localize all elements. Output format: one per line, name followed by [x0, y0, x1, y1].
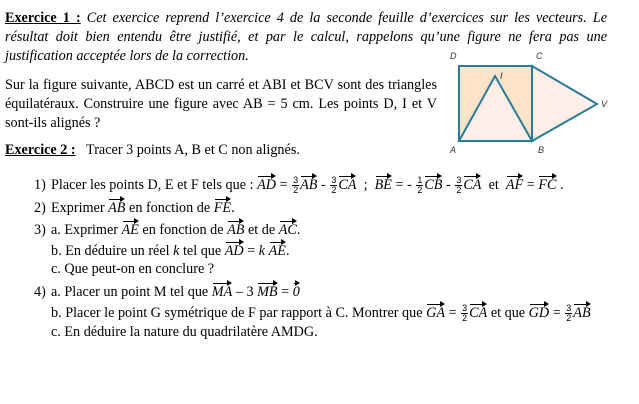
text: c. En déduire la nature du quadrilatère AMDG. [51, 324, 318, 340]
text: = [549, 305, 565, 321]
vector: AD [224, 243, 244, 259]
exercise-2-header [5, 142, 300, 159]
denominator: 2 [293, 185, 299, 196]
text: . [231, 200, 235, 216]
list-item [34, 282, 300, 301]
fraction [565, 304, 572, 323]
vector: AB [227, 222, 245, 238]
fraction [416, 176, 423, 195]
vector: AC [278, 222, 297, 238]
fraction [461, 304, 468, 323]
vector: FC [538, 177, 557, 193]
list-item [34, 220, 300, 239]
text: = - [391, 177, 416, 193]
exercise-1-title: Exercice 1 : [5, 10, 81, 26]
vector: AE [268, 243, 286, 259]
text: – 3 [232, 284, 258, 300]
text: ; [356, 177, 375, 193]
exercise-2-intro: Tracer 3 points A, B et C non alignés. [86, 142, 300, 158]
text: . [556, 177, 564, 193]
label-b: B [538, 145, 545, 155]
vector: AB [573, 305, 591, 321]
vector: AB [300, 177, 318, 193]
vector: MA [211, 284, 233, 300]
text: = [445, 305, 461, 321]
item-number: 3) [34, 222, 46, 238]
text: = [243, 243, 259, 259]
variable: k [258, 243, 266, 259]
fraction [330, 176, 337, 195]
text: - [317, 177, 330, 193]
text: = [276, 177, 292, 193]
text: Placer les points D, E et F tels que : [51, 177, 258, 193]
denominator: 2 [331, 185, 337, 196]
exercise-1-intro-text: Cet exercice reprend l’exercice 4 de la seconde feuille d’exercices sur les vecteurs. Le résultat doit bien entendu être justifié, et par le calcul, rappelons qu’une figure ne fera pas une justification acceptée lors de la correction. [5, 10, 608, 64]
label-c: C [536, 51, 543, 61]
denominator: 2 [417, 185, 423, 196]
text: tel que [179, 243, 225, 259]
text: a. Exprimer [51, 222, 122, 238]
text: b. Placer le point G symétrique de F par rapport à C. Montrer que [51, 305, 427, 321]
fraction [292, 176, 299, 195]
variable: k [173, 243, 180, 259]
text: et de [244, 222, 279, 238]
vector: AD [257, 177, 277, 193]
vector: CA [469, 305, 488, 321]
numerator: 3 [456, 175, 462, 186]
text: - [442, 177, 455, 193]
text: et [481, 177, 506, 193]
exercise-2-title: Exercice 2 : [5, 142, 76, 158]
vector: 0 [292, 284, 300, 300]
list-item [34, 324, 318, 341]
list-item [34, 261, 214, 278]
label-i: I [500, 71, 503, 81]
text: = [523, 177, 539, 193]
vector: CA [463, 177, 482, 193]
vector: CA [338, 177, 357, 193]
item-number: 2) [34, 200, 46, 216]
vector: GA [426, 305, 446, 321]
denominator: 2 [462, 313, 468, 324]
exercise-1-body: Sur la figure suivante, ABCD est un carré et ABI et BCV sont des triangles équilatéraux. Construire une figure avec AB = 5 cm. Les points D, I et V sont-ils alignés ? [5, 77, 437, 131]
label-v: V [601, 99, 608, 109]
list-item [34, 303, 591, 323]
vector: MB [257, 284, 278, 300]
list-item [34, 175, 564, 195]
item-number: 4) [34, 284, 46, 300]
numerator: 1 [417, 175, 423, 186]
label-a: A [450, 145, 457, 155]
list-item [34, 241, 290, 260]
text: = [277, 284, 293, 300]
vector: AE [121, 222, 139, 238]
list-item [34, 198, 235, 217]
vector: CB [424, 177, 443, 193]
text: c. Que peut-on en conclure ? [51, 261, 215, 277]
fraction [455, 176, 462, 195]
numerator: 3 [566, 303, 572, 314]
vector: AF [505, 177, 524, 193]
vector: GD [528, 305, 550, 321]
figure-square-triangles [445, 45, 635, 155]
text: en fonction de [138, 222, 228, 238]
vector: AB [108, 200, 126, 216]
text: a. Placer un point M tel que [51, 284, 212, 300]
numerator: 3 [331, 175, 337, 186]
text: en fonction de [125, 200, 214, 216]
denominator: 2 [566, 313, 572, 324]
text: et que [487, 305, 529, 321]
triangle-bcv [532, 66, 597, 141]
vector: BE [374, 177, 392, 193]
numerator: 3 [462, 303, 468, 314]
text: . [296, 222, 301, 238]
text: . [285, 243, 290, 259]
text: Exprimer [51, 200, 109, 216]
label-d: D [450, 51, 457, 61]
denominator: 2 [456, 185, 462, 196]
text: b. En déduire un réel [51, 243, 174, 259]
item-number: 1) [34, 177, 46, 193]
numerator: 3 [293, 175, 299, 186]
vector: FE [213, 200, 232, 216]
